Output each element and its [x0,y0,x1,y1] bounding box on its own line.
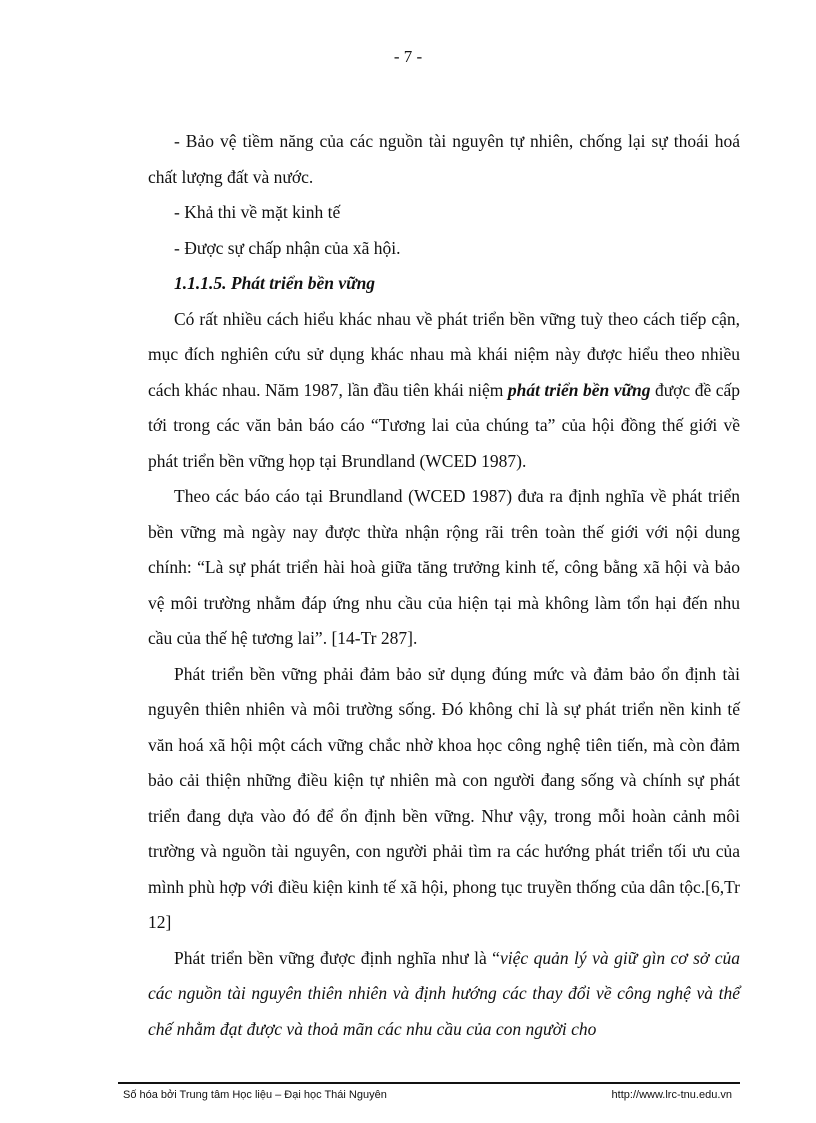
paragraph-wced-definition: Theo các báo cáo tại Brundland (WCED 1987) đưa ra định nghĩa về phát triển bền vững mà ngày nay được thừa nhận rộng rãi trên toàn thế giới với nội dung chính: “Là sự phát triển hài hoà giữa tăng trưởng kinh tế, công bằng xã hội và bảo vệ môi trường nhằm đáp ứng nhu cầu của hiện tại mà không làm tổn hại đến nhu cầu của thế hệ tương lai”. [14-Tr 287]. [148,486,740,648]
paragraph-text: Phát triển bền vững được định nghĩa như là “ [174,947,500,968]
italic-quote: việc quản lý và giữ gìn cơ sở của các nguồn tài nguyên thiên nhiên và định hướng các thay đổi về công nghệ và thể chế nhằm đạt được và thoả mãn các nhu cầu của con người cho [148,947,740,1039]
paragraph-resource-stability: Phát triển bền vững phải đảm bảo sử dụng đúng mức và đảm bảo ổn định tài nguyên thiên nhiên và môi trường sống. Đó không chỉ là sự phát triển nền kinh tế văn hoá xã hội một cách vững chắc nhờ khoa học công nghệ tiên tiến, mà còn đảm bảo cải thiện những điều kiện tự nhiên mà con người đang sống và chính sự phát triển đang dựa vào đó để ổn định bền vững. Như vậy, trong mỗi hoàn cảnh môi trường và nguồn tài nguyên, con người phải tìm ra các hướng phát triển tối ưu của mình phù hợp với điều kiện kinh tế xã hội, phong tục truyền thống của dân tộc.[6,Tr 12] [148,663,740,932]
footer-source: Số hóa bởi Trung tâm Học liệu – Đại học Thái Nguyên [123,1089,387,1101]
bullet-social-acceptance: - Được sự chấp nhận của xã hội. [174,237,401,258]
footer-url[interactable]: http://www.lrc-tnu.edu.vn [611,1089,732,1101]
paragraph-text: Có rất nhiều cách hiểu khác nhau về phát triển bền vững tuỳ theo cách tiếp cận, mục đích nghiên cứu sử dụng khác nhau mà khái niệm này được hiểu theo nhiều cách khác nhau. Năm 1987, lần đầu tiên khái niệm [148,308,740,400]
bullet-protect-resources: - Bảo vệ tiềm năng của các nguồn tài nguyên tự nhiên, chống lại sự thoái hoá chất lượng đất và nước. [148,131,740,187]
section-heading: 1.1.1.5. Phát triển bền vững [174,273,376,293]
document-body [148,124,740,1047]
bullet-economic-feasibility: - Khả thi về mặt kinh tế [174,202,341,222]
footer-divider [118,1082,740,1084]
page-number: - 7 - [393,47,423,66]
paragraph-definitions [148,302,740,480]
emphasis-term: phát triển bền vững [507,379,651,400]
paragraph-definition-quote [148,941,740,1048]
paragraph-text: được đề cấp tới trong các văn bản báo cáo “Tương lai của chúng ta” của hội đồng thế giới về phát triển bền vững họp tại Brundland (WCED 1987). [148,379,740,471]
